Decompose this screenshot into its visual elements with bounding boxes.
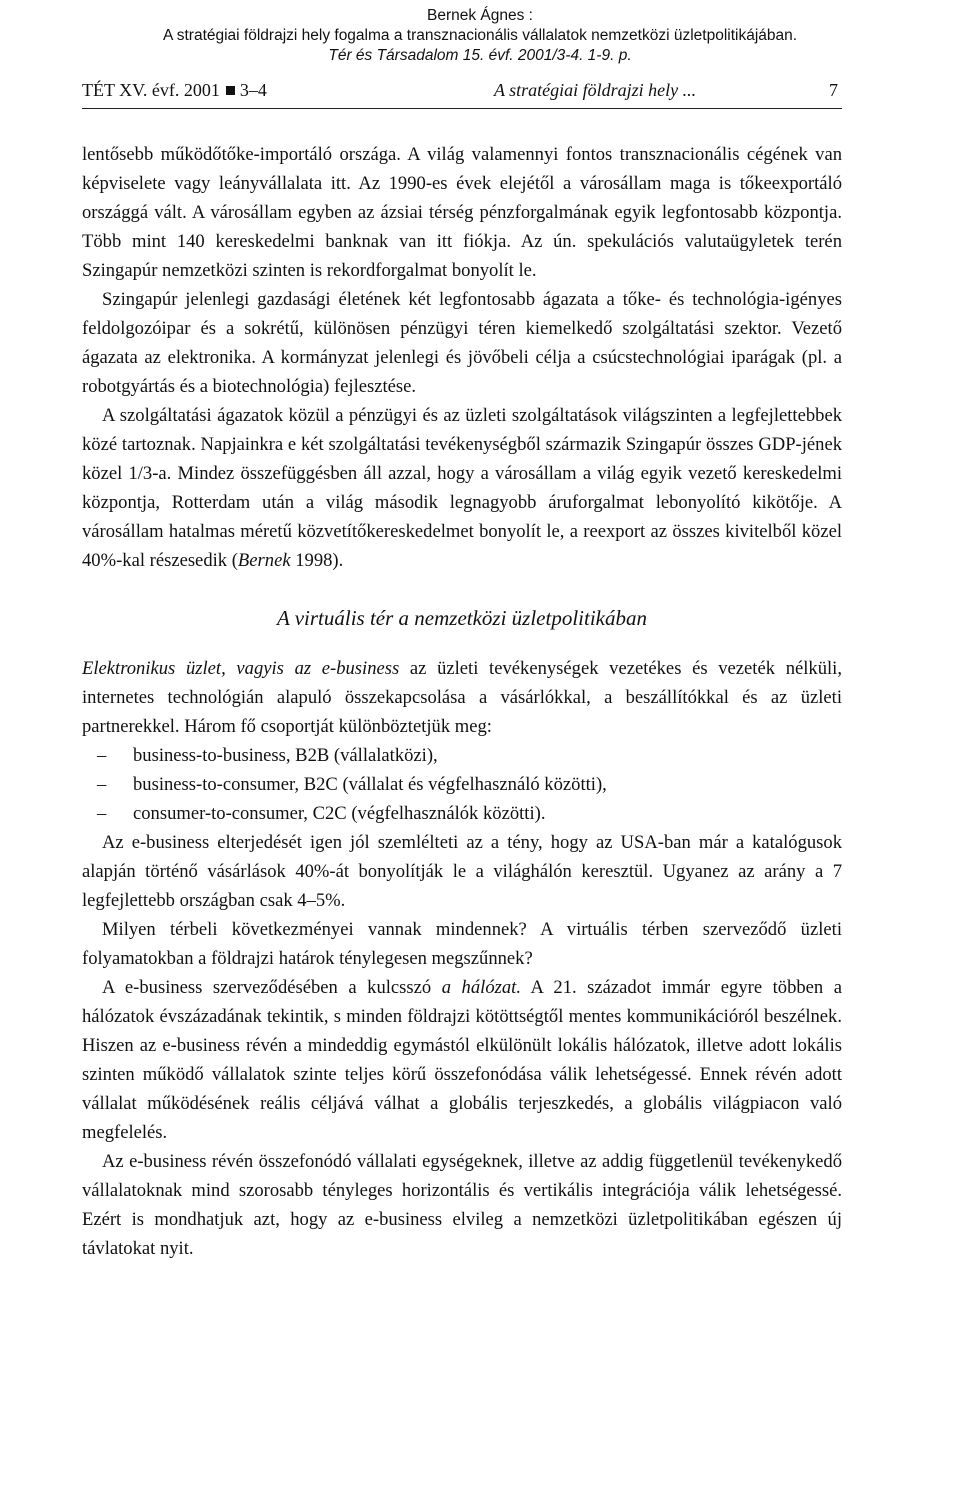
paragraph-services	[82, 401, 842, 575]
citation-source: Tér és Társadalom 15. évf. 2001/3-4. 1-9. p.	[328, 47, 632, 64]
paragraph-questions: Milyen térbeli következményei vannak mindennek? A virtuális térben szerveződő üzleti folyamatokban a földrajzi határok ténylegesen megszűnnek?	[82, 919, 842, 969]
page-number: 7	[829, 80, 838, 100]
body-text	[82, 140, 842, 1263]
paragraph-integration: Az e-business révén összefonódó vállalati egységeknek, illetve az addig függetlenül tevékenykedő vállalatoknak mind szorosabb tényleges horizontális és vertikális integrációja válik lehetségessé. Ezért is mondhatjuk azt, hogy az e-business elvileg a nemzetközi üzletpolitikában egészen új távlatokat nyit.	[82, 1151, 842, 1259]
paragraph-services-text: A szolgáltatási ágazatok közül a pénzügyi és az üzleti szolgáltatások világszinten a legfejlettebbek közé tartoznak. Napjainkra e két szolgáltatási tevékenységből származik Szingapúr összes GDP-jének közel 1/3-a. Mindez összefüggésben áll azzal, hogy a városállam a világ egyik vezető kereskedelmi központja, Rotterdam után a világ második legnagyobb áruforgalmat lebonyolító kikötője. A városállam hatalmas méretű közvetítőkereskedelmet bonyolít le, a reexport az összes kivitelből közel 40%-kal részesedik (	[82, 405, 842, 571]
dash-bullet-icon: –	[97, 774, 107, 795]
paragraph-usa-stats: Az e-business elterjedését igen jól szemlélteti az a tény, hogy az USA-ban már a katalógusok alapján történő vásárlások 40%-át bonyolítják le a világhálón keresztül. Ugyanez az arány a 7 legfejlettebb országban csak 4–5%.	[82, 832, 842, 911]
list-item-text: consumer-to-consumer, C2C (végfelhasználók közötti).	[133, 803, 546, 824]
running-header-journal-group	[82, 80, 267, 101]
list-item	[82, 741, 842, 770]
list-item	[82, 770, 842, 799]
list-item	[82, 799, 842, 828]
running-header	[82, 80, 842, 109]
list-item-text: business-to-business, B2B (vállalatközi),	[133, 745, 438, 766]
square-bullet-icon	[226, 86, 235, 95]
paragraph-network-before: A e-business szerveződésében a kulcsszó	[102, 977, 442, 998]
running-header-journal: TÉT XV. évf. 2001	[82, 80, 220, 100]
citation-header	[60, 6, 900, 66]
paragraph-network	[82, 973, 842, 1147]
citation-author-ref: Bernek	[237, 550, 291, 571]
category-list	[82, 741, 842, 828]
ebusiness-term: Elektronikus üzlet, vagyis az e-business	[82, 658, 400, 679]
dash-bullet-icon: –	[97, 803, 107, 824]
running-header-issue: 3–4	[239, 80, 267, 100]
paragraph-continuation: lentősebb működőtőke-importáló országa. A világ valamennyi fontos transznacionális cégének van képviselete vagy leányvállalata itt. Az 1990-es évek elejétől a városállam maga is tőkeexportáló országgá vált. A városállam egyben az ázsiai térség pénzforgalmának egyik legfontosabb központja. Több mint 140 kereskedelmi banknak van itt fiókja. Az ún. spekulációs valutaügyletek terén Szingapúr nemzetközi szinten is rekordforgalmat bonyolít le.	[82, 144, 842, 281]
section-title: A virtuális tér a nemzetközi üzletpolitikában	[277, 606, 647, 630]
citation-title: A stratégiai földrajzi hely fogalma a transznacionális vállalatok nemzetközi üzletpolitikájában.	[162, 27, 798, 44]
ebusiness-definition-text: az üzleti tevékenységek vezetékes és vezeték nélküli, internetes technológián alapuló összekapcsolása a vásárlókkal, a beszállítókkal és az üzleti partnerekkel. Három fő csoportját különböztetjük meg:	[82, 658, 842, 737]
citation-author: Bernek Ágnes :	[427, 7, 533, 24]
network-keyword: a hálózat.	[441, 977, 521, 998]
list-item-text: business-to-consumer, B2C (vállalat és végfelhasználó közötti),	[133, 774, 607, 795]
citation-year-ref: 1998).	[290, 550, 344, 571]
running-header-short-title: A stratégiai földrajzi hely ...	[494, 80, 697, 100]
paragraph-ebusiness-definition	[82, 654, 842, 741]
paragraph-economy: Szingapúr jelenlegi gazdasági életének két legfontosabb ágazata a tőke- és technológia-igényes feldolgozóipar és a sokrétű, különösen pénzügyi téren kiemelkedő szolgáltatási szektor. Vezető ágazata az elektronika. A kormányzat jelenlegi és jövőbeli célja a csúcstechnológiai iparágak (pl. a robotgyártás és a biotechnológia) fejlesztése.	[82, 289, 842, 397]
dash-bullet-icon: –	[97, 745, 107, 766]
paragraph-network-after: A 21. századot immár egyre többen a hálózatok évszázadának tekintik, s minden földrajzi kötöttségtől mentes kommunikációról beszélnek. Hiszen az e-business révén a mindeddig egymástól elkülönült lokális hálózatok, illetve adott lokális szinten működő vállalatok szinte teljes körű összefonódása válik lehetségessé. Ennek révén adott vállalat működésének reális céljává válhat a globális terjeszkedés, a globális világpiacon való megfelelés.	[82, 977, 842, 1143]
